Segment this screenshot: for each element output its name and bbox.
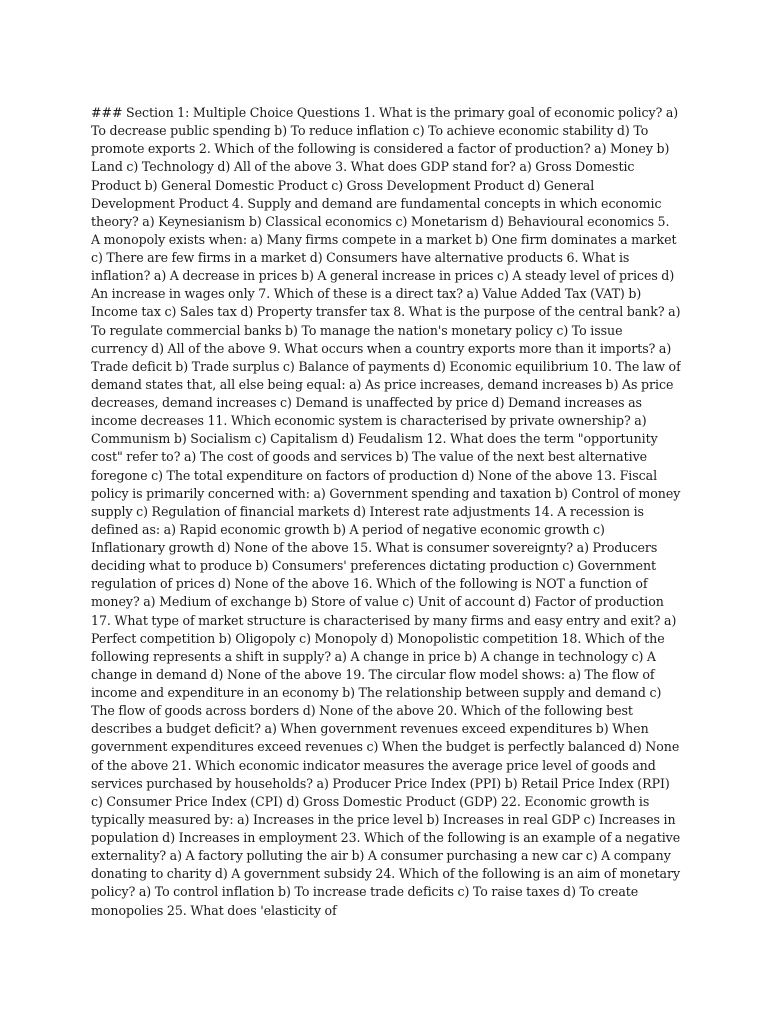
questions-paragraph: ### Section 1: Multiple Choice Questions 1. What is the primary goal of economic policy? a) To decrease public spending b) To reduce inflation c) To achieve economic stability d) To promote exports 2. Which of the following is considered a factor of production? a) Money b) Land c) Technology d) All of the above 3. What does GDP stand for? a) Gross Domestic Product b) General Domestic Product c) Gross Development Product d) General Development Product 4. Supply and demand are fundamental concepts in which economic theory? a) Keynesianism b) Classical economics c) Monetarism d) Behavioural economics 5. A monopoly exists when: a) Many firms compete in a market b) One firm dominates a market c) There are few firms in a market d) Consumers have alternative products 6. What is inflation? a) A decrease in prices b) A general increase in prices c) A steady level of prices d) An increase in wages only 7. Which of these is a direct tax? a) Value Added Tax (VAT) b) Income tax c) Sales tax d) Property transfer tax 8. What is the purpose of the central bank? a) To regulate commercial banks b) To manage the nation's monetary policy c) To issue currency d) All of the above 9. What occurs when a country exports more than it imports? a) Trade deficit b) Trade surplus c) Balance of payments d) Economic equilibrium 10. The law of demand states that, all else being equal: a) As price increases, demand increases b) As price decreases, demand increases c) Demand is unaffected by price d) Demand increases as income decreases 11. Which economic system is characterised by private ownership? a) Communism b) Socialism c) Capitalism d) Feudalism 12. What does the term "opportunity cost" refer to? a) The cost of goods and services b) The value of the next best alternative foregone c) The total expenditure on factors of production d) None of the above 13. Fiscal policy is primarily concerned with: a) Government spending and taxation b) Control of money supply c) Regulation of financial markets d) Interest rate adjustments 14. A recession is defined as: a) Rapid economic growth b) A period of negative economic growth c) Inflationary growth d) None of the above 15. What is consumer sovereignty? a) Producers deciding what to produce b) Consumers' preferences dictating production c) Government regulation of prices d) None of the above 16. Which of the following is NOT a function of money? a) Medium of exchange b) Store of value c) Unit of account d) Factor of production 17. What type of market structure is characterised by many firms and easy entry and exit? a) Perfect competition b) Oligopoly c) Monopoly d) Monopolistic competition 18. Which of the following represents a shift in supply? a) A change in price b) A change in technology c) A change in demand d) None of the above 19. The circular flow model shows: a) The flow of income and expenditure in an economy b) The relationship between supply and demand c) The flow of goods across borders d) None of the above 20. Which of the following best describes a budget deficit? a) When government revenues exceed expenditures b) When government expenditures exceed revenues c) When the budget is perfectly balanced d) None of the above 21. Which economic indicator measures the average price level of goods and services purchased by households? a) Producer Price Index (PPI) b) Retail Price Index (RPI) c) Consumer Price Index (CPI) d) Gross Domestic Product (GDP) 22. Economic growth is typically measured by: a) Increases in the price level b) Increases in real GDP c) Increases in population d) Increases in employment 23. Which of the following is an example of a negative externality? a) A factory polluting the air b) A consumer purchasing a new car c) A company donating to charity d) A government subsidy 24. Which of the following is an aim of monetary policy? a) To control inflation b) To increase trade deficits c) To raise taxes d) To create monopolies 25. What does 'elasticity of <box>91 105 681 918</box>
